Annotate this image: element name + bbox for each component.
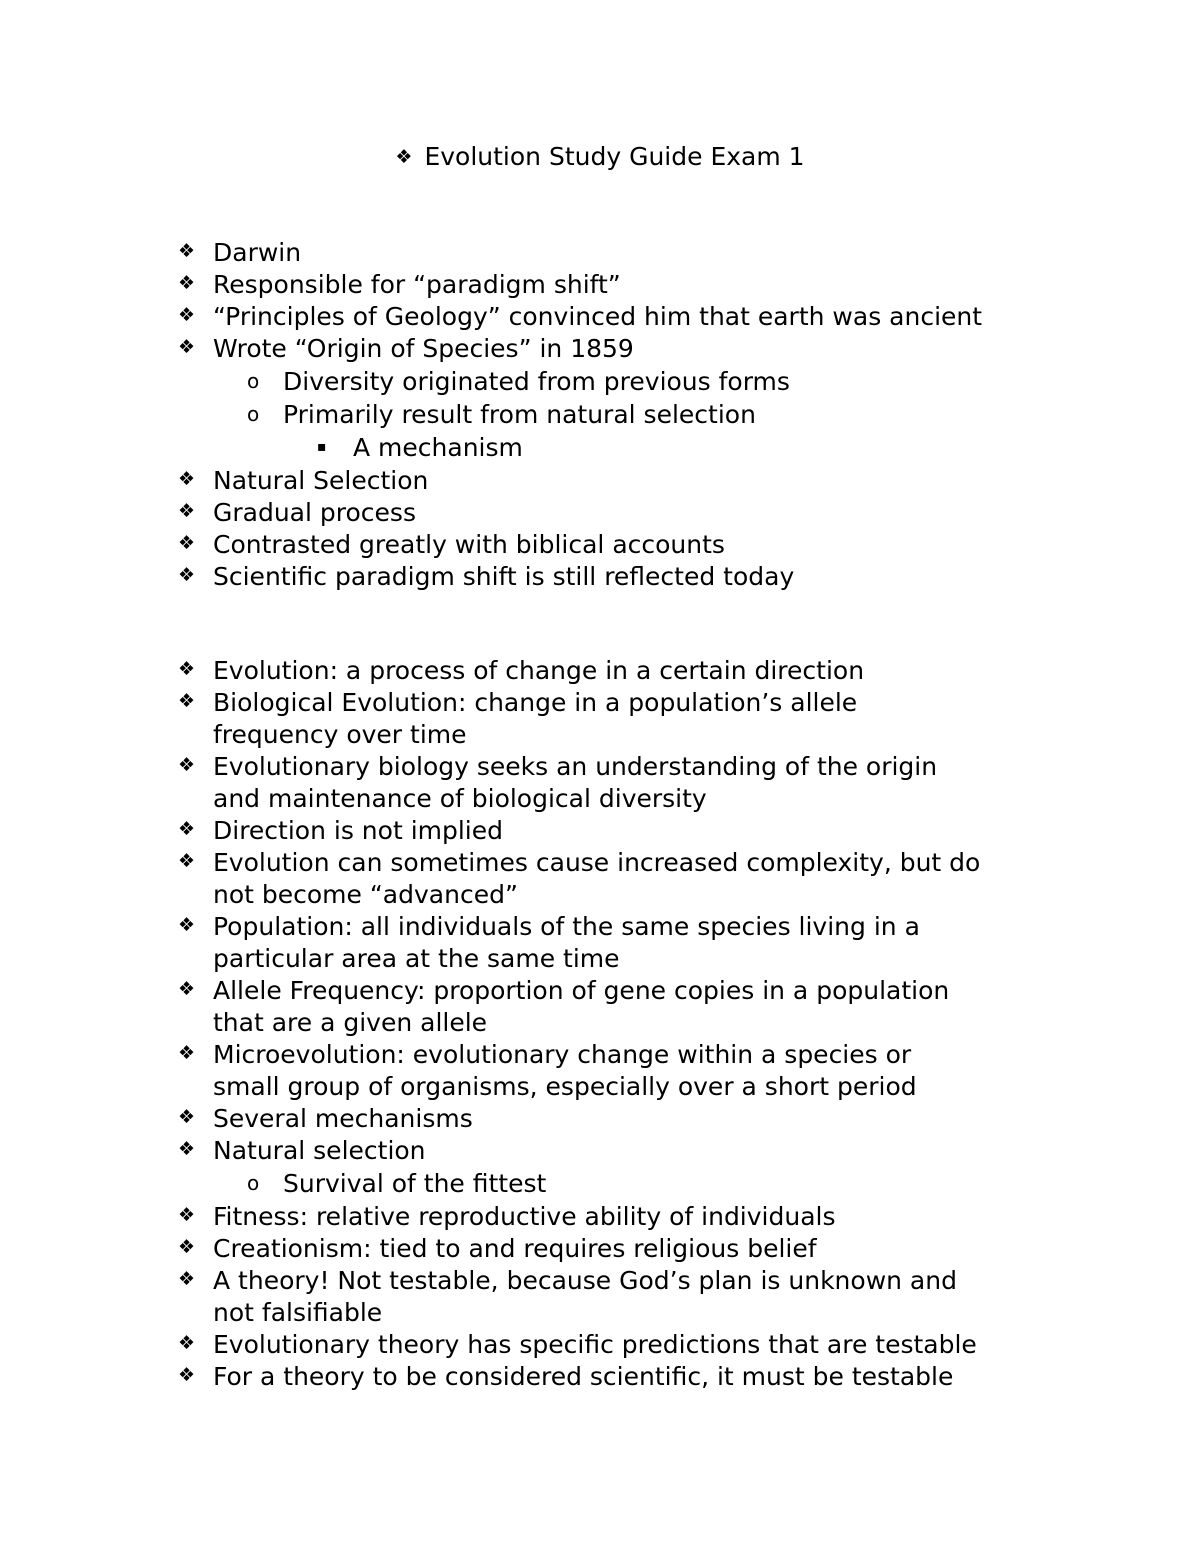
sub-list-item: [0, 1168, 1200, 1200]
list-item: [0, 1103, 1200, 1135]
list-item-text: A theory! Not testable, because God’s plan is unknown and: [213, 1266, 957, 1295]
list-item: [0, 1135, 1200, 1167]
list-item: [0, 1233, 1200, 1265]
list-item-text: Evolution can sometimes cause increased complexity, but do: [213, 848, 981, 877]
list-item-text: Gradual process: [213, 498, 416, 527]
list-item: [0, 561, 1200, 593]
list-item-text-cont: not become “advanced”: [213, 880, 518, 909]
list-item: [0, 975, 1200, 1039]
diamond-bullet-icon: ❖: [178, 240, 196, 262]
diamond-bullet-icon: ❖: [178, 1204, 196, 1226]
diamond-bullet-icon: ❖: [178, 1268, 196, 1290]
list-item-text: Responsible for “paradigm shift”: [213, 270, 621, 299]
diamond-bullet-icon: ❖: [178, 468, 196, 490]
diamond-bullet-icon: ❖: [178, 1138, 196, 1160]
diamond-bullet-icon: ❖: [178, 1236, 196, 1258]
list-item: [0, 301, 1200, 333]
diamond-bullet-icon: ❖: [178, 978, 196, 1000]
sub-list-item: [0, 366, 1200, 398]
list-item-text: Biological Evolution: change in a population’s allele: [213, 688, 858, 717]
circle-bullet-icon: o: [247, 369, 260, 393]
list-item-text: “Principles of Geology” convinced him that earth was ancient: [213, 302, 983, 331]
diamond-bullet-icon: ❖: [178, 564, 196, 586]
list-item: [0, 1201, 1200, 1233]
list-item: [0, 687, 1200, 751]
list-item: [0, 1265, 1200, 1329]
list-item-text: Evolutionary theory has specific predictions that are testable: [213, 1330, 977, 1359]
circle-bullet-icon: o: [247, 1171, 260, 1195]
list-item-text: Several mechanisms: [213, 1104, 473, 1133]
list-item: [0, 1039, 1200, 1103]
list-item: [0, 497, 1200, 529]
list-item: [0, 465, 1200, 497]
list-item-text: Allele Frequency: proportion of gene copies in a population: [213, 976, 950, 1005]
diamond-bullet-icon: ❖: [178, 914, 196, 936]
list-item-text: Fitness: relative reproductive ability of individuals: [213, 1202, 836, 1231]
list-item: [0, 751, 1200, 815]
bullet-list-darwin: [0, 237, 1200, 593]
list-item-text: Diversity originated from previous forms: [283, 367, 790, 396]
diamond-bullet-icon: ❖: [178, 818, 196, 840]
list-item-text: Scientific paradigm shift is still reflected today: [213, 562, 795, 591]
page-title: [0, 141, 1200, 175]
diamond-bullet-icon: ❖: [178, 1332, 196, 1354]
diamond-bullet-icon: ❖: [178, 336, 196, 358]
list-item: [0, 237, 1200, 269]
list-item: [0, 847, 1200, 911]
diamond-bullet-icon: ❖: [178, 272, 196, 294]
list-item-text: For a theory to be considered scientific, it must be testable: [213, 1362, 954, 1391]
list-item-text-cont: particular area at the same time: [213, 944, 620, 973]
list-item-text: Natural selection: [213, 1136, 426, 1165]
square-bullet-icon: ▪: [317, 439, 327, 455]
sub-list-item: [0, 399, 1200, 431]
list-item-text: Evolutionary biology seeks an understanding of the origin: [213, 752, 938, 781]
list-item-text: Microevolution: evolutionary change within a species or: [213, 1040, 912, 1069]
list-item: [0, 529, 1200, 561]
list-item: [0, 333, 1200, 365]
list-item-text: Evolution: a process of change in a certain direction: [213, 656, 865, 685]
title-text: Evolution Study Guide Exam 1: [424, 142, 805, 171]
list-item: [0, 655, 1200, 687]
circle-bullet-icon: o: [247, 402, 260, 426]
list-item-text: Population: all individuals of the same species living in a: [213, 912, 920, 941]
bullet-list-evolution: [0, 655, 1200, 1393]
list-item-text: Darwin: [213, 238, 302, 267]
diamond-bullet-icon: ❖: [178, 1042, 196, 1064]
list-item-text: Creationism: tied to and requires religious belief: [213, 1234, 817, 1263]
list-item-text-cont: small group of organisms, especially over a short period: [213, 1072, 917, 1101]
list-item: [0, 269, 1200, 301]
list-item: [0, 815, 1200, 847]
diamond-bullet-icon: ❖: [178, 1106, 196, 1128]
list-item-text-cont: that are a given allele: [213, 1008, 488, 1037]
list-item-text: Wrote “Origin of Species” in 1859: [213, 334, 634, 363]
list-item-text: Natural Selection: [213, 466, 429, 495]
diamond-bullet-icon: ❖: [178, 754, 196, 776]
diamond-bullet-icon: ❖: [178, 690, 196, 712]
list-item: [0, 1329, 1200, 1361]
list-item-text-cont: not falsifiable: [213, 1298, 383, 1327]
list-item-text: Survival of the fittest: [283, 1169, 547, 1198]
list-item-text-cont: frequency over time: [213, 720, 467, 749]
diamond-bullet-icon: ❖: [178, 850, 196, 872]
diamond-bullet-icon: ❖: [178, 1364, 196, 1386]
diamond-bullet-icon: ❖: [178, 658, 196, 680]
sub-sub-list-item: [0, 432, 1200, 464]
diamond-bullet-icon: ❖: [178, 532, 196, 554]
list-item-text: A mechanism: [353, 433, 523, 462]
diamond-bullet-icon: ❖: [178, 304, 196, 326]
list-item: [0, 911, 1200, 975]
list-item-text-cont: and maintenance of biological diversity: [213, 784, 707, 813]
list-item: [0, 1361, 1200, 1393]
list-item-text: Primarily result from natural selection: [283, 400, 756, 429]
list-item-text: Contrasted greatly with biblical accounts: [213, 530, 725, 559]
list-item-text: Direction is not implied: [213, 816, 504, 845]
title-bullet-icon: ❖: [395, 146, 413, 168]
diamond-bullet-icon: ❖: [178, 500, 196, 522]
